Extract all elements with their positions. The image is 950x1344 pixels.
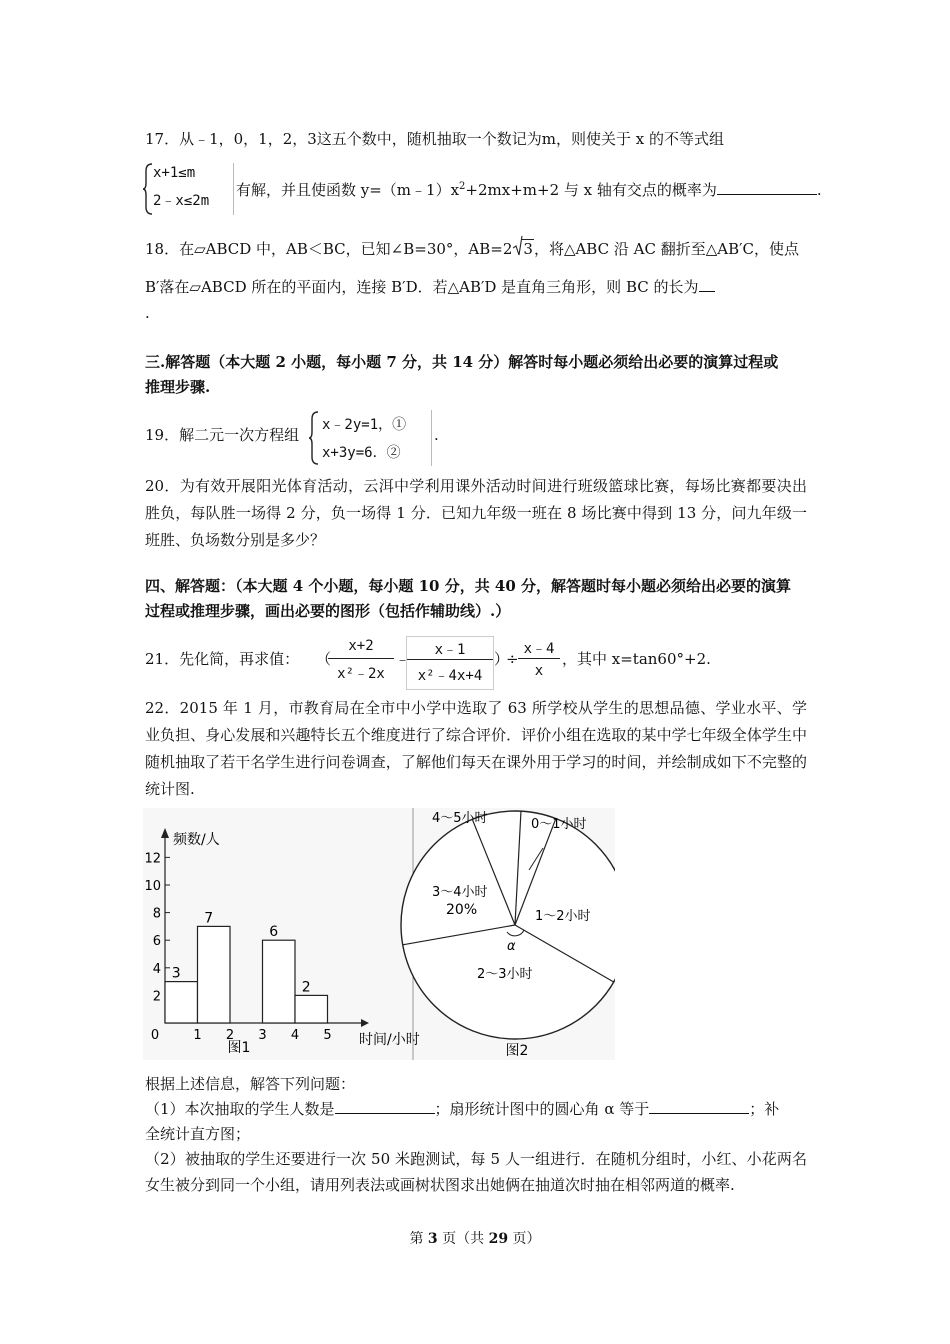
q21-f3-numerator: x﹣4 bbox=[523, 641, 555, 657]
q19-prefix: 19．解二元一次方程组 bbox=[145, 426, 300, 444]
q17-ineq-1: x+1≤m bbox=[153, 165, 196, 181]
x-tick-label: 5 bbox=[323, 1028, 332, 1043]
q21-f1-denominator: x²﹣2x bbox=[337, 666, 385, 682]
q22-part2: （2）被抽取的学生还要进行一次 50 米跑测试，每 5 人一组进行．在随机分组时，小红、小花两名女生被分到同一个小组，请用列表法或画树状图求出她俩在抽道次时抽在相邻两道的概率. bbox=[145, 1150, 807, 1194]
q21-fraction-1 bbox=[328, 636, 394, 684]
q21-suffix: ，其中 x=tan60°+2. bbox=[562, 650, 711, 668]
q22-part1 bbox=[145, 1096, 779, 1122]
q18-text-a: 18．在▱ABCD 中，AB＜BC，已知∠B=30°，AB=2 bbox=[145, 240, 513, 258]
fraction-bar bbox=[328, 658, 394, 659]
q18-text-b: ，将△ABC 沿 AC 翻折至△AB′C，使点 bbox=[533, 240, 799, 258]
bar-value-label: 3 bbox=[171, 965, 181, 982]
q21-fraction-3 bbox=[518, 636, 560, 684]
q19-eq-1: x﹣2y=1，① bbox=[322, 417, 407, 433]
q17-answer-blank[interactable] bbox=[717, 178, 817, 195]
fraction-bar bbox=[518, 658, 560, 659]
q21-prefix: 21．先化简，再求值： bbox=[145, 650, 300, 668]
q22-part1-text-b: ；扇形统计图中的圆心角 α 等于 bbox=[434, 1100, 650, 1118]
q17-line2-text-a: 有解，并且使函数 y=（m﹣1）x bbox=[236, 181, 460, 199]
footer-text-a: 第 bbox=[409, 1231, 428, 1247]
y-tick-label: 10 bbox=[144, 879, 161, 894]
footer-text-b: 页（共 bbox=[437, 1231, 489, 1247]
radical-icon bbox=[513, 235, 523, 257]
total-pages: 29 bbox=[488, 1231, 509, 1247]
y-axis-label: 频数/人 bbox=[173, 832, 220, 848]
section3-heading-line2: 推理步骤. bbox=[145, 378, 211, 396]
pie-slice-label: 3～4小时 bbox=[432, 885, 488, 900]
histogram-bar bbox=[295, 995, 328, 1023]
sqrt-radicand: 3 bbox=[523, 240, 533, 258]
page-number: 3 bbox=[427, 1231, 438, 1247]
y-tick-label: 2 bbox=[152, 989, 161, 1005]
q22-part1-cont: 全统计直方图； bbox=[145, 1125, 251, 1143]
figure1-caption: 图1 bbox=[227, 1040, 251, 1056]
section4-heading-line1: 四、解答题：（本大题 4 个小题，每小题 10 分，共 40 分，解答题时每小题必须给出必要的演算 bbox=[145, 577, 792, 595]
pie-circle bbox=[401, 811, 615, 1039]
bar-value-label: 7 bbox=[204, 910, 214, 927]
y-tick-label: 4 bbox=[152, 961, 161, 977]
pie-slice-label: 0～1小时 bbox=[531, 817, 587, 832]
alpha-angle-label: α bbox=[507, 939, 516, 954]
x-tick-label: 4 bbox=[290, 1028, 300, 1043]
pie-slice-percent: 20% bbox=[446, 902, 478, 918]
histogram-bar bbox=[198, 926, 231, 1023]
q18-line2-text: B′落在▱ABCD 所在的平面内，连接 B′D．若△AB′D 是直角三角形，则 BC 的长为 bbox=[145, 278, 699, 296]
q17-exponent: 2 bbox=[459, 181, 466, 192]
q19-suffix: . bbox=[434, 426, 439, 444]
bar-value-label: 2 bbox=[301, 979, 311, 996]
q17-line2-end: . bbox=[816, 181, 822, 199]
q17-ineq-2: 2﹣x≤2m bbox=[153, 193, 210, 209]
y-tick-label: 8 bbox=[152, 906, 161, 922]
q17-line1: 17．从﹣1，0，1，2，3这五个数中，随机抽取一个数记为m，则使关于 x 的不等式组 bbox=[145, 130, 725, 148]
histogram-bar bbox=[165, 982, 198, 1023]
q21-fraction-2 bbox=[406, 636, 494, 690]
q18-line2 bbox=[145, 274, 715, 300]
section4-heading-line2: 过程或推理步骤，画出必要的图形（包括作辅助线）.） bbox=[145, 602, 511, 620]
q21-f2-numerator: x﹣1 bbox=[434, 642, 466, 658]
q18-line1 bbox=[145, 236, 799, 262]
q17-inequality-system bbox=[143, 163, 235, 215]
bar-value-label: 6 bbox=[269, 924, 279, 941]
q22-part1-text-c: ；补 bbox=[749, 1100, 780, 1118]
q21-open-paren: （ bbox=[316, 650, 332, 668]
q22-intro: 根据上述信息，解答下列问题： bbox=[145, 1075, 356, 1093]
left-brace-icon bbox=[309, 410, 319, 466]
pie-slice-label: 1～2小时 bbox=[535, 909, 591, 924]
fraction-bar bbox=[407, 659, 493, 660]
q21-f3-denominator: x bbox=[534, 663, 544, 679]
x-tick-label: 2 bbox=[225, 1028, 235, 1043]
q19-box-edge bbox=[431, 410, 432, 466]
histogram-bar bbox=[263, 940, 296, 1023]
q21-divide: ÷ bbox=[506, 650, 519, 668]
q21-f1-numerator: x+2 bbox=[348, 638, 374, 654]
q18-line3: . bbox=[145, 304, 150, 322]
section3-heading-line1: 三.解答题（本大题 2 小题，每小题 7 分，共 14 分）解答时每小题必须给出必要的演算过程或 bbox=[145, 353, 779, 371]
q22-text: 22．2015 年 1 月，市教育局在全市中小学中选取了 63 所学校从学生的思想品德、学业水平、学业负担、身心发展和兴趣特长五个维度进行了综合评价．评价小组在选取的某中学七年级全体学生中随机抽取了若干名学生进行问卷调查，了解他们每天在课外用于学习的时间，并绘制成如下不完整的统计图. bbox=[145, 699, 807, 798]
q19-equation-system bbox=[309, 410, 433, 466]
sqrt3 bbox=[513, 236, 534, 262]
pie-slice-label: 4～5小时 bbox=[432, 811, 488, 826]
q22-student-count-blank[interactable] bbox=[335, 1097, 435, 1114]
q17-line2-text-b: +2mx+m+2 与 x 轴有交点的概率为 bbox=[465, 181, 717, 199]
x-tick-label: 1 bbox=[193, 1028, 202, 1043]
x-tick-label: 3 bbox=[258, 1028, 267, 1043]
x-tick-label: 0 bbox=[150, 1028, 160, 1043]
q19-eq-2: x+3y=6．② bbox=[322, 445, 401, 461]
q22-angle-blank[interactable] bbox=[649, 1097, 749, 1114]
q21-close-paren: ） bbox=[494, 650, 510, 668]
q17-box-edge bbox=[233, 163, 234, 215]
y-tick-label: 6 bbox=[152, 934, 161, 950]
q22-part1-text-a: （1）本次抽取的学生人数是 bbox=[145, 1100, 335, 1118]
page-footer bbox=[0, 1228, 950, 1248]
left-brace-icon bbox=[143, 163, 153, 215]
q21-minus: ﹣ bbox=[395, 650, 411, 668]
q21-f2-denominator: x²﹣4x+4 bbox=[417, 668, 483, 684]
q17-line2 bbox=[236, 174, 822, 203]
footer-text-c: 页） bbox=[508, 1231, 541, 1247]
q22-figures bbox=[143, 808, 615, 1060]
figure2-caption: 图2 bbox=[505, 1043, 529, 1059]
q20-text: 20．为有效开展阳光体育活动，云洱中学利用课外活动时间进行班级篮球比赛，每场比赛都要决出胜负，每队胜一场得 2 分，负一场得 1 分．已知九年级一班在 8 场比赛中得到 13 分，问九年级一班胜、负场数分别是多少？ bbox=[145, 477, 807, 549]
x-axis-label: 时间/小时 bbox=[359, 1032, 420, 1048]
q18-answer-blank[interactable] bbox=[699, 275, 715, 292]
y-tick-label: 12 bbox=[144, 851, 161, 867]
pie-slice-label: 2～3小时 bbox=[477, 967, 533, 982]
